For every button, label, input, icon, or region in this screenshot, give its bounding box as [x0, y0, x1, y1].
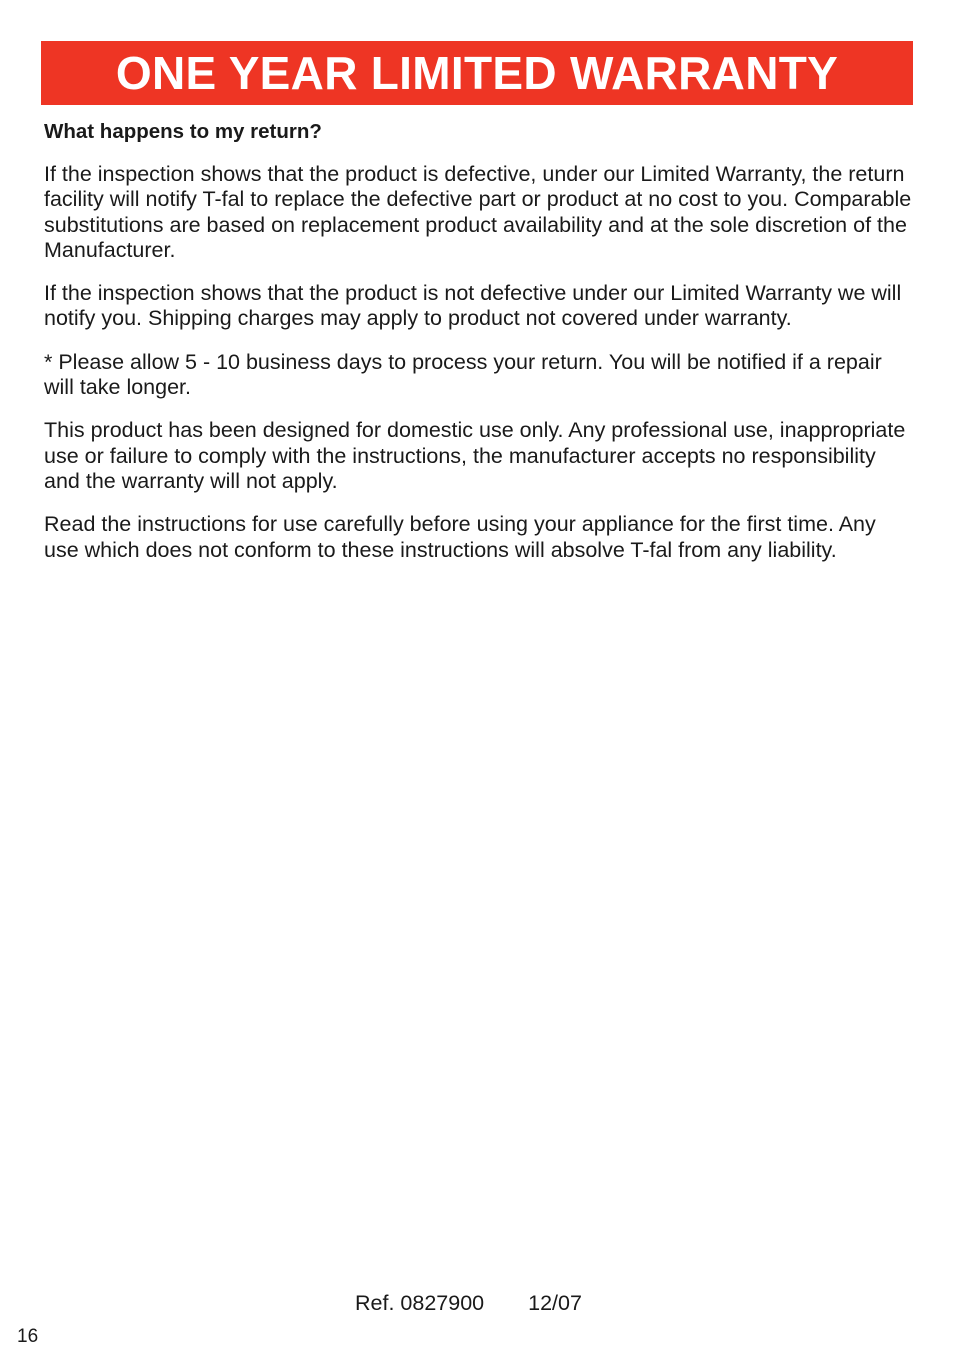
paragraph-domestic-use: This product has been designed for domestic use only. Any professional use, inappropriate use or failure to comply with the instructions, the manufacturer accepts no responsibility and the warranty will not apply. [44, 418, 906, 493]
reference-line [355, 1290, 582, 1316]
paragraph-processing-time: * Please allow 5 - 10 business days to process your return. You will be notified if a repair will take longer. [44, 349, 882, 400]
reference-date: 12/07 [528, 1291, 582, 1315]
paragraph-defective: If the inspection shows that the product is defective, under our Limited Warranty, the return facility will notify T-fal to replace the defective part or product at no cost to you. Comparable substitutions are based on replacement product availability and at the sole discretion of the Manufacturer. [44, 162, 912, 262]
title-banner [41, 41, 913, 105]
reference-number: Ref. 0827900 [355, 1291, 485, 1315]
section-heading: What happens to my return? [44, 120, 322, 143]
paragraph-instructions: Read the instructions for use carefully before using your appliance for the first time. Any use which does not conform to these instructions will absolve T-fal from any liability. [44, 512, 876, 562]
warranty-content [44, 119, 914, 581]
paragraph-not-defective: If the inspection shows that the product is not defective under our Limited Warranty we will notify you. Shipping charges may apply to product not covered under warranty. [44, 281, 902, 331]
page-number: 16 [17, 1326, 39, 1347]
page-title: ONE YEAR LIMITED WARRANTY [115, 47, 839, 99]
